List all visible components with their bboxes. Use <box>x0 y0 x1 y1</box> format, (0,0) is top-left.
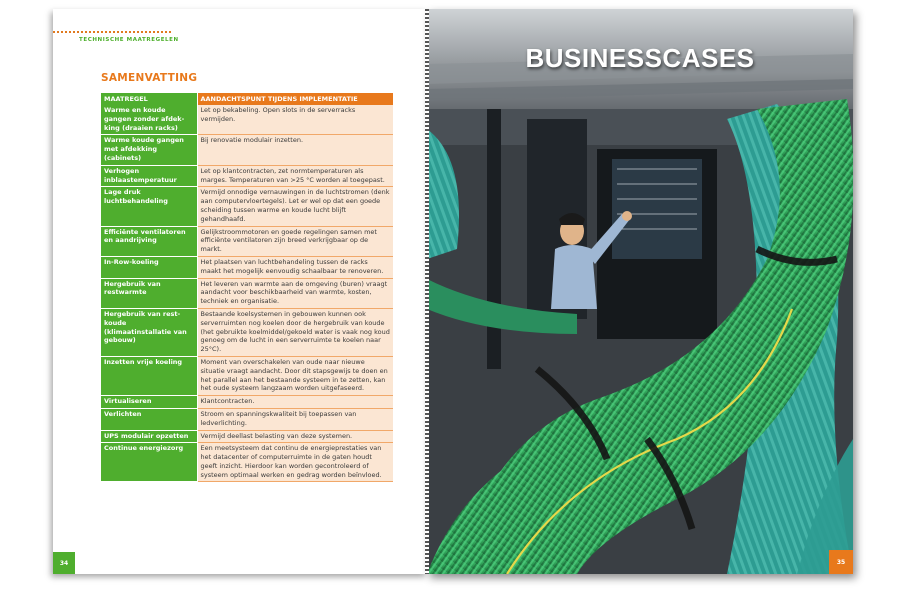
table-row <box>101 187 393 226</box>
measure-cell: Warme koude gangen met afdekking (cabinets) <box>101 135 197 165</box>
table-row <box>101 396 393 409</box>
section-label: TECHNISCHE MAATREGELEN <box>79 37 179 43</box>
measure-cell: Virtualiseren <box>101 396 197 409</box>
right-page <box>427 9 853 574</box>
measure-cell: UPS modulair opzetten <box>101 430 197 443</box>
attention-cell: Bestaande koelsystemen in gebouwen kunnen ook serverruimten nog koelen door de hergebruik van koude (het gebruikte koelmiddel/gekoeld water is vaak nog koud genoeg om de lucht in een serverruimte te koelen naar 25°C). <box>197 308 393 356</box>
page-number-left: 34 <box>53 552 75 574</box>
page-number-right: 35 <box>829 550 853 574</box>
table-row <box>101 356 393 395</box>
attention-cell: Stroom en spanningskwaliteit bij toepassen van ledverlichting. <box>197 408 393 430</box>
attention-cell: Vermijd onnodige vernauwingen in de luchtstromen (denk aan computervloertegels). Let er wel op dat een goede scheiding tussen warme en koude lucht blijft gehandhaafd. <box>197 187 393 226</box>
attention-cell: Let op klantcontracten, zet normtemperaturen als marges. Temperaturen van >25 °C worden al toegepast. <box>197 165 393 187</box>
attention-cell: Moment van overschakelen van oude naar nieuwe situatie vraagt aandacht. Door dit stapsgewijs te doen en het parallel aan het bestaande systeem in te zetten, kan het oude systeem langzaam worden uitgefaseerd. <box>197 356 393 395</box>
column-header-attention: AANDACHTSPUNT TIJDENS IMPLEMENTATIE <box>197 93 393 105</box>
measure-cell: In-Row-koeling <box>101 256 197 278</box>
measure-cell: Lage druk luchtbehandeling <box>101 187 197 226</box>
attention-cell: Het plaatsen van luchtbehandeling tussen de racks maakt het mogelijk eenvoudig schaalbaar te renoveren. <box>197 256 393 278</box>
table-row <box>101 278 393 308</box>
table-row <box>101 408 393 430</box>
magazine-spread <box>53 9 853 574</box>
table-row <box>101 135 393 165</box>
table-row <box>101 105 393 135</box>
businesscases-title: BUSINESSCASES <box>525 43 755 73</box>
attention-cell: Het leveren van warmte aan de omgeving (buren) vraagt aandacht voor beschikbaarheid van warmte, kosten, techniek en organisatie. <box>197 278 393 308</box>
measures-table <box>101 93 393 482</box>
measure-cell: Efficiënte ventilatoren en aandrijving <box>101 226 197 256</box>
table-row <box>101 308 393 356</box>
datacenter-photo <box>427 9 853 574</box>
table-row <box>101 256 393 278</box>
measure-cell: Hergebruik van rest-koude (klimaatinstallatie van gebouw) <box>101 308 197 356</box>
header-dotted-rule <box>53 31 173 33</box>
attention-cell: Bij renovatie modulair inzetten. <box>197 135 393 165</box>
attention-cell: Klantcontracten. <box>197 396 393 409</box>
table-row <box>101 430 393 443</box>
table-row <box>101 165 393 187</box>
measure-cell: Continue energiezorg <box>101 443 197 482</box>
attention-cell: Een meetsysteem dat continu de energieprestaties van het datacenter of computerruimte in de gaten houdt geeft inzicht. Hierdoor kan worden gecontroleerd of systeem optimaal werken en gedrag worden beïnvloed. <box>197 443 393 482</box>
column-header-measure: MAATREGEL <box>101 93 197 105</box>
attention-cell: Vermijd deellast belasting van deze systemen. <box>197 430 393 443</box>
attention-cell: Let op bekabeling. Open slots in de serverracks vermijden. <box>197 105 393 135</box>
left-page <box>53 9 427 574</box>
measure-cell: Inzetten vrije koeling <box>101 356 197 395</box>
summary-title: SAMENVATTING <box>101 72 198 84</box>
table-row <box>101 443 393 482</box>
spine-divider <box>425 9 429 574</box>
attention-cell: Gelijkstroommotoren en goede regelingen samen met efficiënte ventilatoren zijn breed verkrijgbaar op de markt. <box>197 226 393 256</box>
table-header-row <box>101 93 393 105</box>
table-row <box>101 226 393 256</box>
measure-cell: Warme en koude gangen zonder afdek-king (draaien racks) <box>101 105 197 135</box>
measure-cell: Verlichten <box>101 408 197 430</box>
measure-cell: Verhogen inblaastemperatuur <box>101 165 197 187</box>
measure-cell: Hergebruik van restwarmte <box>101 278 197 308</box>
